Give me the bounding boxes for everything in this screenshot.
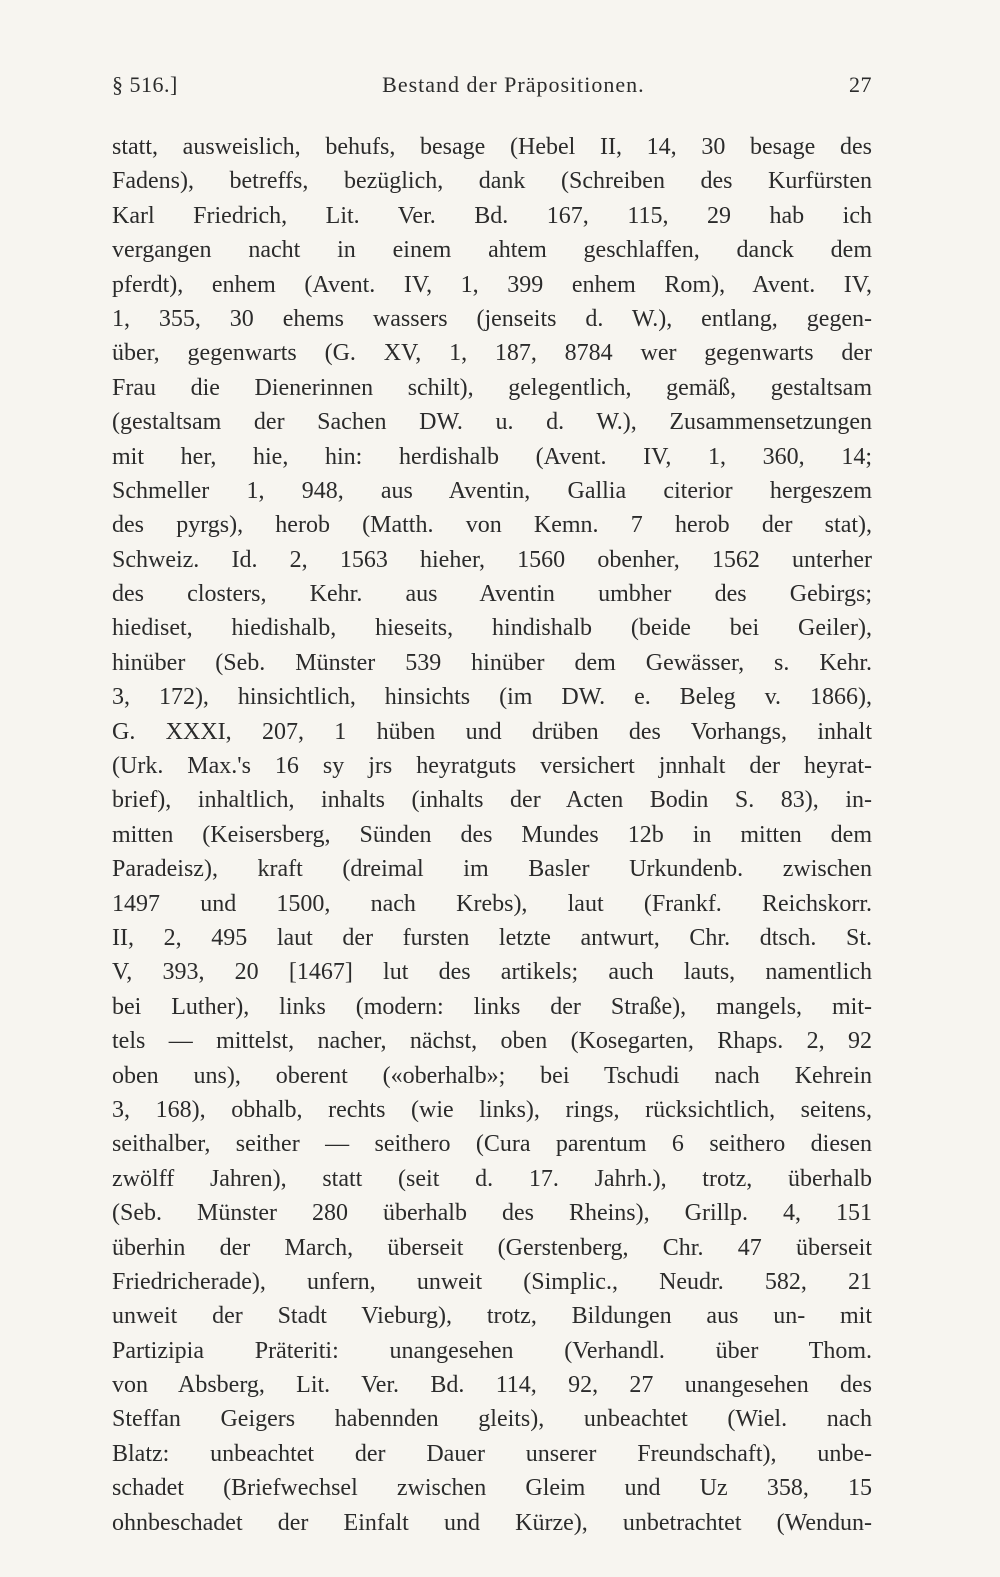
text-line: brief), inhaltlich, inhalts (inhalts der Acten Bodin S. 83), in- [112, 787, 872, 814]
running-header [112, 72, 872, 98]
text-line: Karl Friedrich, Lit. Ver. Bd. 167, 115, 29 hab ich [112, 202, 872, 229]
text-line: hinüber (Seb. Münster 539 hinüber dem Gewässer, s. Kehr. [112, 649, 872, 676]
text-line: hiediset, hiedishalb, hieseits, hindishalb (beide bei Geiler), [112, 615, 872, 642]
body-text [112, 130, 872, 1540]
text-line: 3, 168), obhalb, rechts (wie links), rings, rücksichtlich, seitens, [112, 1096, 872, 1123]
text-line: vergangen nacht in einem ahtem geschlaffen, danck dem [112, 237, 872, 264]
text-line: V, 393, 20 [1467] lut des artikels; auch lauts, namentlich [112, 959, 872, 986]
text-line: 1497 und 1500, nach Krebs), laut (Frankf. Reichskorr. [112, 890, 872, 917]
text-line: tels — mittelst, nacher, nächst, oben (Kosegarten, Rhaps. 2, 92 [112, 1028, 872, 1055]
text-line: Paradeisz), kraft (dreimal im Basler Urkundenb. zwischen [112, 856, 872, 883]
text-line: Steffan Geigers habennden gleits), unbeachtet (Wiel. nach [112, 1406, 872, 1433]
text-line: seithalber, seither — seithero (Cura parentum 6 seithero diesen [112, 1131, 872, 1158]
text-line: zwölff Jahren), statt (seit d. 17. Jahrh.), trotz, überhalb [112, 1165, 872, 1192]
text-line: II, 2, 495 laut der fursten letzte antwurt, Chr. dtsch. St. [112, 924, 872, 951]
text-line: Partizipia Präteriti: unangesehen (Verhandl. über Thom. [112, 1337, 872, 1364]
text-line: des pyrgs), herob (Matth. von Kemn. 7 herob der stat), [112, 512, 872, 539]
text-line: Schweiz. Id. 2, 1563 hieher, 1560 obenher, 1562 unterher [112, 546, 872, 573]
text-line: 3, 172), hinsichtlich, hinsichts (im DW. e. Beleg v. 1866), [112, 684, 872, 711]
text-line: des closters, Kehr. aus Aventin umbher des Gebirgs; [112, 581, 872, 608]
text-line: überhin der March, überseit (Gerstenberg, Chr. 47 überseit [112, 1234, 872, 1261]
text-line: bei Luther), links (modern: links der Straße), mangels, mit- [112, 993, 872, 1020]
text-line: unweit der Stadt Vieburg), trotz, Bildungen aus un- mit [112, 1303, 872, 1330]
text-line: statt, ausweislich, behufs, besage (Hebel II, 14, 30 besage des [112, 134, 872, 160]
text-line: schadet (Briefwechsel zwischen Gleim und Uz 358, 15 [112, 1475, 872, 1502]
text-line: Schmeller 1, 948, aus Aventin, Gallia citerior hergeszem [112, 477, 872, 504]
text-line: ohnbeschadet der Einfalt und Kürze), unbetrachtet (Wendun- [112, 1509, 872, 1536]
text-line: Blatz: unbeachtet der Dauer unserer Freundschaft), unbe- [112, 1440, 872, 1467]
text-line: (Urk. Max.'s 16 sy jrs heyratguts versichert jnnhalt der heyrat- [112, 753, 872, 780]
text-line: mit her, hie, hin: herdishalb (Avent. IV, 1, 360, 14; [112, 443, 872, 470]
text-line: Friedricherade), unfern, unweit (Simplic., Neudr. 582, 21 [112, 1268, 872, 1295]
text-line: über, gegenwarts (G. XV, 1, 187, 8784 wer gegenwarts der [112, 340, 872, 367]
page-number: 27 [848, 72, 872, 97]
text-line: Fadens), betreffs, bezüglich, dank (Schreiben des Kurfürsten [112, 168, 872, 195]
running-title: Bestand der Präpositionen. [382, 72, 645, 97]
text-line: 1, 355, 30 ehems wassers (jenseits d. W.), entlang, gegen- [112, 305, 872, 332]
text-line: mitten (Keisersberg, Sünden des Mundes 12b in mitten dem [112, 821, 872, 848]
text-line: Frau die Dienerinnen schilt), gelegentlich, gemäß, gestaltsam [112, 374, 872, 401]
text-line: (Seb. Münster 280 überhalb des Rheins), Grillp. 4, 151 [112, 1200, 872, 1227]
text-line: oben uns), oberent («oberhalb»; bei Tschudi nach Kehrein [112, 1062, 872, 1089]
text-line: von Absberg, Lit. Ver. Bd. 114, 92, 27 unangesehen des [112, 1372, 872, 1399]
text-line: (gestaltsam der Sachen DW. u. d. W.), Zusammensetzungen [112, 409, 872, 436]
section-reference: § 516.] [112, 72, 178, 97]
text-line: pferdt), enhem (Avent. IV, 1, 399 enhem Rom), Avent. IV, [112, 271, 872, 298]
text-line: G. XXXI, 207, 1 hüben und drüben des Vorhangs, inhalt [112, 718, 872, 745]
